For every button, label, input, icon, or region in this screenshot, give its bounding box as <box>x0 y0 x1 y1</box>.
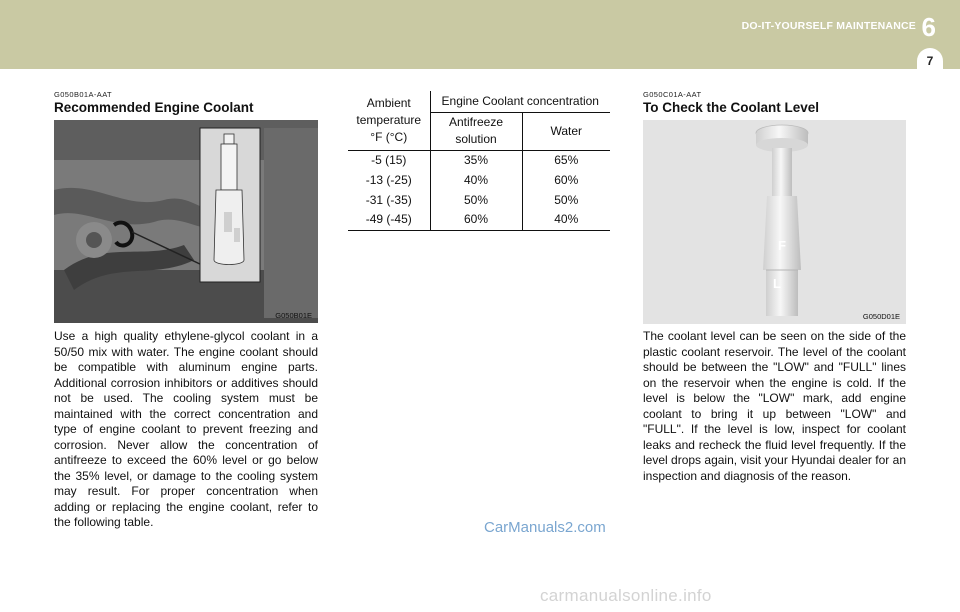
coolant-concentration-table <box>348 91 610 231</box>
right-heading: To Check the Coolant Level <box>643 100 820 115</box>
right-body-text: The coolant level can be seen on the side of the plastic coolant reservoir. The level of the coolant should be between the "LOW" and "FULL" lines on the reservoir when the engine is cold. If the level is below the "LOW" mark, add engine coolant to bring it up between "LOW" and "FULL". If the level is low, inspect for coolant leaks and recheck the fluid level frequently. If the level drops again, visit your Hyundai dealer for an inspection and diagnosis of the reason. <box>643 329 906 483</box>
reservoir-full-mark: F <box>778 238 786 253</box>
left-section-code: G050B01A-AAT <box>54 90 113 99</box>
table-row: -49 (-45) 60% 40% <box>348 210 610 230</box>
table-row: -31 (-35) 50% 50% <box>348 190 610 210</box>
page-number: 7 <box>926 54 934 68</box>
watermark-carmanualsonline: carmanualsonline.info <box>540 586 712 605</box>
reservoir-low-mark: L <box>773 276 781 291</box>
section-title: DO-IT-YOURSELF MAINTENANCE <box>741 20 916 32</box>
right-image-code: G050D01E <box>862 312 900 321</box>
engine-bay-illustration <box>54 120 318 323</box>
table-row: -13 (-25) 40% 60% <box>348 170 610 190</box>
table-header-ambient: Ambient temperature °F (°C) <box>348 91 430 150</box>
coolant-reservoir-illustration <box>643 120 906 324</box>
engine-bay-photo <box>54 120 318 323</box>
left-body-text: Use a high quality ethylene-glycol coolant in a 50/50 mix with water. The engine coolant should be compatible with aluminum engine parts. Additional corrosion inhibitors or additives should not be used. The cooling system must be maintained with the correct concentration and type of engine coolant to prevent freezing and corrosion. Never allow the concentration of antifreeze to exceed the 60% level or go below the 35% level, or damage to the cooling system may result. For proper concentration when adding or replacing the engine coolant, refer to the following table. <box>54 329 318 529</box>
coolant-reservoir-image <box>643 120 906 324</box>
table-header-concentration: Engine Coolant concentration <box>430 91 610 112</box>
left-image-code: G050B01E <box>275 311 312 320</box>
chapter-number: 6 <box>921 12 936 42</box>
table-header-water: Water <box>522 112 610 150</box>
table-header-antifreeze: Antifreeze solution <box>430 112 522 150</box>
table-row: -5 (15) 35% 65% <box>348 150 610 170</box>
right-section-code: G050C01A-AAT <box>643 90 702 99</box>
header-band <box>0 0 960 69</box>
left-heading: Recommended Engine Coolant <box>54 100 254 115</box>
watermark-carmanuals2: CarManuals2.com <box>484 519 606 536</box>
